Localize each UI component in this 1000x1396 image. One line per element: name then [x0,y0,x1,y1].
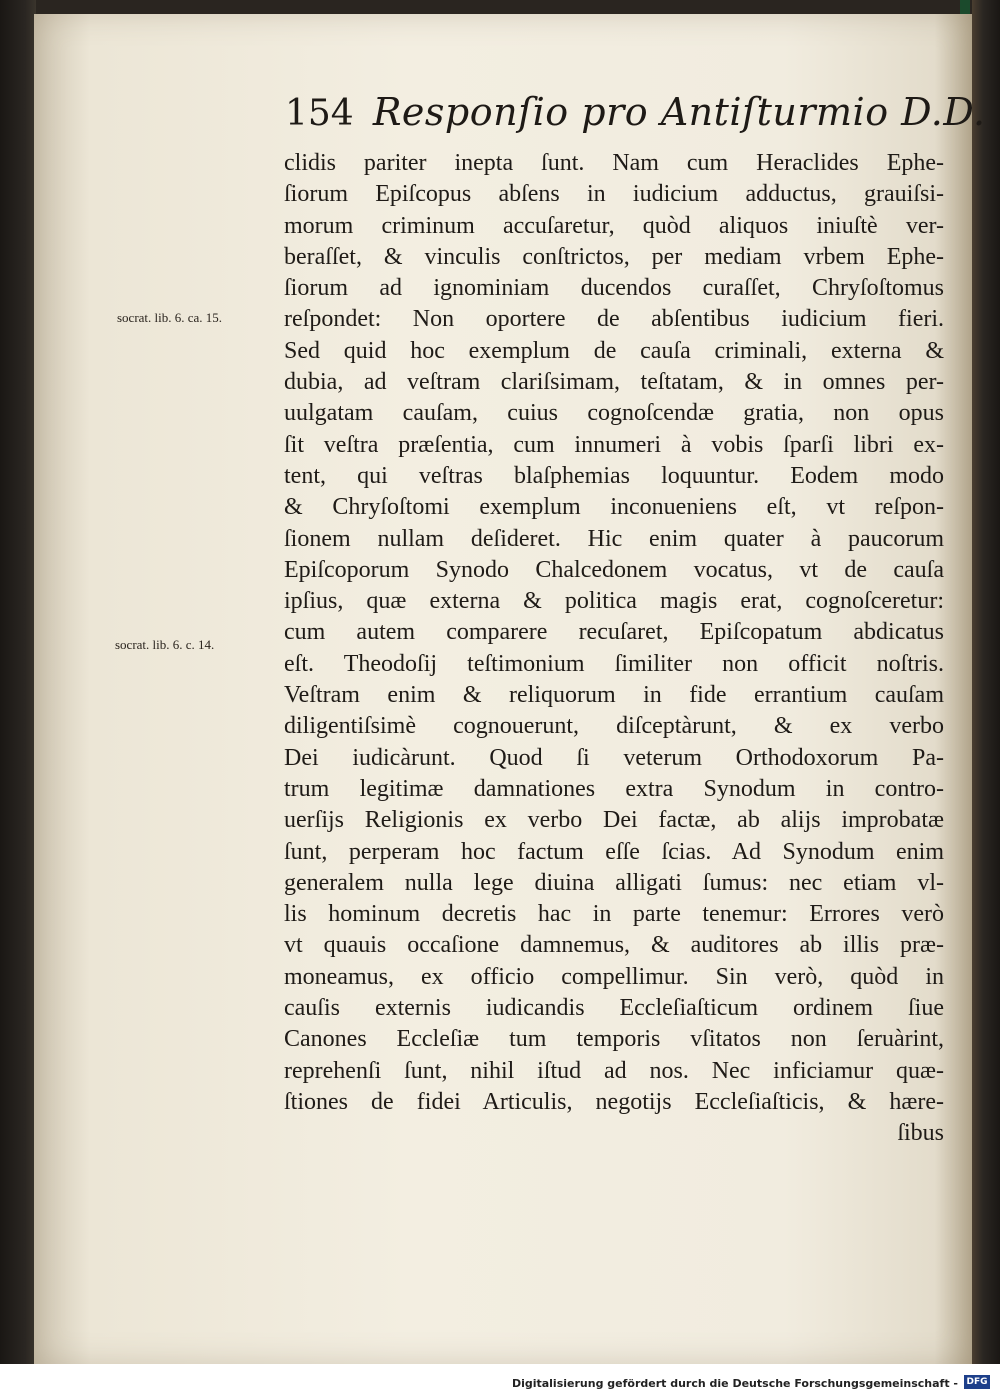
text-line: ſiorum ad ignominiam ducendos curaſſet, Chryſoſtomus [284,275,944,302]
text-line: lis hominum decretis hac in parte tenemur: Errores verò [284,901,944,928]
text-line: reſpondet: Non oportere de abſentibus iudicium fieri. [284,306,944,333]
margin-note: socrat. lib. 6. ca. 15. [117,310,223,325]
text-line: generalem nulla lege diuina alligati ſumus: nec etiam vl- [284,869,944,896]
text-line: Sed quid hoc exemplum de cauſa criminali, externa & [284,337,944,364]
text-line: reprehenſi ſunt, nihil iſtud ad nos. Nec inficiamur quæ- [284,1057,944,1084]
text-line: trum legitimæ damnationes extra Synodum in contro- [284,775,944,802]
body-text [284,148,944,1150]
text-line: ſtiones de fidei Articulis, negotijs Eccleſiaſticis, & hære- [284,1088,944,1115]
text-line: moneamus, ex officio compellimur. Sin verò, quòd in [284,963,944,990]
page-header [285,90,986,134]
text-line: Canones Eccleſiæ tum temporis vſitatos non ſeruàrint, [284,1026,944,1053]
dfg-logo: DFG [964,1375,990,1389]
text-line: Veſtram enim & reliquorum in fide errantium cauſam [284,682,944,709]
text-line: ipſius, quæ externa & politica magis erat, cognoſceretur: [284,588,944,615]
text-line: Dei iudicàrunt. Quod ſi veterum Orthodoxorum Pa- [284,744,944,771]
text-line: eſt. Theodoſij teſtimonium ſimiliter non officit noſtris. [284,650,944,677]
text-line: uerſijs Religionis ex verbo Dei factæ, ab alijs improbatæ [284,807,944,834]
text-line: vt quauis occaſione damnemus, & auditores ab illis præ- [284,932,944,959]
text-line: diligentiſsimè cognouerunt, diſceptàrunt, & ex verbo [284,713,944,740]
text-line: ſiorum Epiſcopus abſens in iudicium adductus, grauiſsi- [284,181,944,208]
text-line: morum criminum accuſaretur, quòd aliquos iniuſtè ver- [284,212,944,239]
text-line: beraſſet, & vinculis conſtrictos, per mediam vrbem Ephe- [284,243,944,270]
page-number: 154 [285,93,354,134]
text-line: cum autem comparere recuſaret, Epiſcopatum abdicatus [284,619,944,646]
margin-note: socrat. lib. 6. c. 14. [115,637,215,652]
scan-left-edge [0,0,36,1396]
footer-credit: Digitalisierung gefördert durch die Deutsche Forschungsgemeinschaft - [511,1377,958,1390]
text-line: ſit veſtra præſentia, cum innumeri à vobis ſparſi libri ex- [284,431,944,458]
text-line: dubia, ad veſtram clariſsimam, teſtatam, & in omnes per- [284,369,944,396]
text-line: tent, qui veſtras blaſphemias loquuntur. Eodem modo [284,462,944,489]
text-line: uulgatam cauſam, cuius cognoſcendæ gratia, non opus [284,400,944,427]
text-line: Epiſcoporum Synodo Chalcedonem vocatus, vt de cauſa [284,556,944,583]
scan-right-edge [972,0,1000,1396]
text-line: clidis pariter inepta ſunt. Nam cum Heraclides Ephe- [284,150,944,176]
text-line: ſunt, perperam hoc factum eſſe ſcias. Ad Synodum enim [284,838,944,865]
scan-top-edge [0,0,1000,14]
text-line: cauſis externis iudicandis Eccleſiaſticum ordinem ſiue [284,995,944,1022]
catchword: ſibus [897,1120,944,1147]
text-line: & Chryſoſtomi exemplum inconueniens eſt, vt reſpon- [284,494,944,521]
running-title: Responſio pro Antiſturmio D.D. [372,90,986,134]
text-line: ſionem nullam deſideret. Hic enim quater à paucorum [284,525,944,552]
